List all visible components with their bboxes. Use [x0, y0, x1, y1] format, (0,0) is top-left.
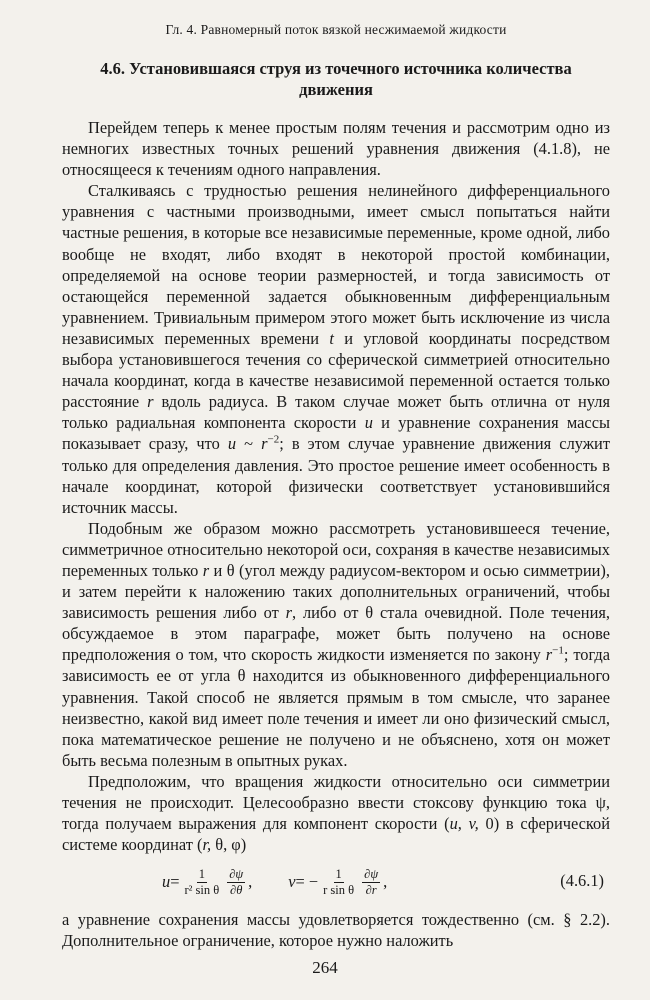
eq-equals-minus: = − [295, 872, 319, 892]
eq-v-lhs: v [288, 872, 296, 892]
paragraph-5: а уравнение сохранения массы удовлетворяется тождественно (см. § 2.2). Дополнительное ограничение, которое нужно наложить [62, 910, 610, 951]
eq-v-frac2: $\frac{\partial\psi}{\partial r}$ [364, 866, 379, 897]
eq-u-frac2: $\frac{\partial\psi}{\partial\theta}$ [229, 866, 244, 897]
running-head: Гл. 4. Равномерный поток вязкой несжимаемой жидкости [165, 22, 507, 37]
equation-label: (4.6.1) [560, 871, 604, 891]
eq-equals: = [170, 872, 180, 892]
body-text [62, 117, 610, 951]
page [62, 22, 610, 951]
page-number: 264 [312, 958, 338, 977]
paragraph-1: Перейдем теперь к менее простым полям течения и рассмотрим одно из немногих известных точных решений уравнения движения (4.1.8), не относящееся к течениям одного направления. [62, 118, 610, 180]
equation-4-6-1 [62, 859, 610, 905]
paragraph-3: Подобным же образом можно рассмотреть установившееся течение, симметричное относительно некоторой оси, сохраняя в качестве независимых переменных только r и θ (угол между радиусом-вектором и осью симметрии), и затем перейти к наложению таких дополнительных ограничений, чтобы зависимость решения либо от r, либо от θ стала очевидной. Поле течения, обсуждаемое в этом параграфе, может быть получено на основе предположения о том, что скорость жидкости изменяется по закону $r^{-1}$; тогда зависимость ее от угла θ находится из обыкновенного дифференциального уравнения. Такой способ не является прямым в том смысле, что заранее неизвестно, какой вид имеет поле течения и имеет ли оно физический смысл, пока математическое решение не получено и не объяснено, хотя он может быть весьма полезным в опытных руках. [62, 518, 610, 770]
paragraph-4: Предположим, что вращения жидкости относительно оси симметрии течения не происходит. Целесообразно ввести стоксову функцию тока ψ, тогда получаем выражения для компонент скорости (u, v, 0) в сферической системе координат (r, θ, φ) [62, 771, 611, 855]
eq-v-frac1: $\frac{1}{\text{r sin θ}}$ [323, 866, 355, 897]
paragraph-2: Сталкиваясь с трудностью решения нелинейного дифференциального уравнения с частными производными, имеет смысл попытаться найти частные решения, в которые все независимые переменные, кроме одной, либо вообще не входят, либо входят в некоторой простой комбинации, определяемой на основе теории размерностей, и тогда зависимость от остающейся переменной задается обыкновенным дифференциальным уравнением. Тривиальным примером этого может быть исключение из числа независимых переменных времени t и угловой координаты посредством выбора установившегося течения со сферической симметрией относительно начала координат, когда в качестве независимой переменной остается только расстояние r вдоль радиуса. В таком случае может быть отлична от нуля только радиальная компонента скорости u и уравнение сохранения массы показывает сразу, что u ~ $r^{-2}$; в этом случае уравнение движения служит только для определения давления. Это простое решение имеет особенность в начале координат, которой физически соответствует установившийся источник массы. [62, 181, 610, 517]
eq-u-frac1: $\frac{1}{\text{r² sin θ}}$ [184, 866, 220, 897]
section-title: 4.6. Установившаяся струя из точечного источника количества движения [100, 59, 572, 99]
eq-u-lhs: u [162, 872, 171, 892]
equation-body: u = $\frac{1}{\text{r² sin θ}}$ $\frac{\partial\psi}{\partial\theta}$ , v = − $\frac{1}{\text{r sin θ}}$ $\frac{\partial\psi}{\partial r}$ , [162, 866, 388, 897]
